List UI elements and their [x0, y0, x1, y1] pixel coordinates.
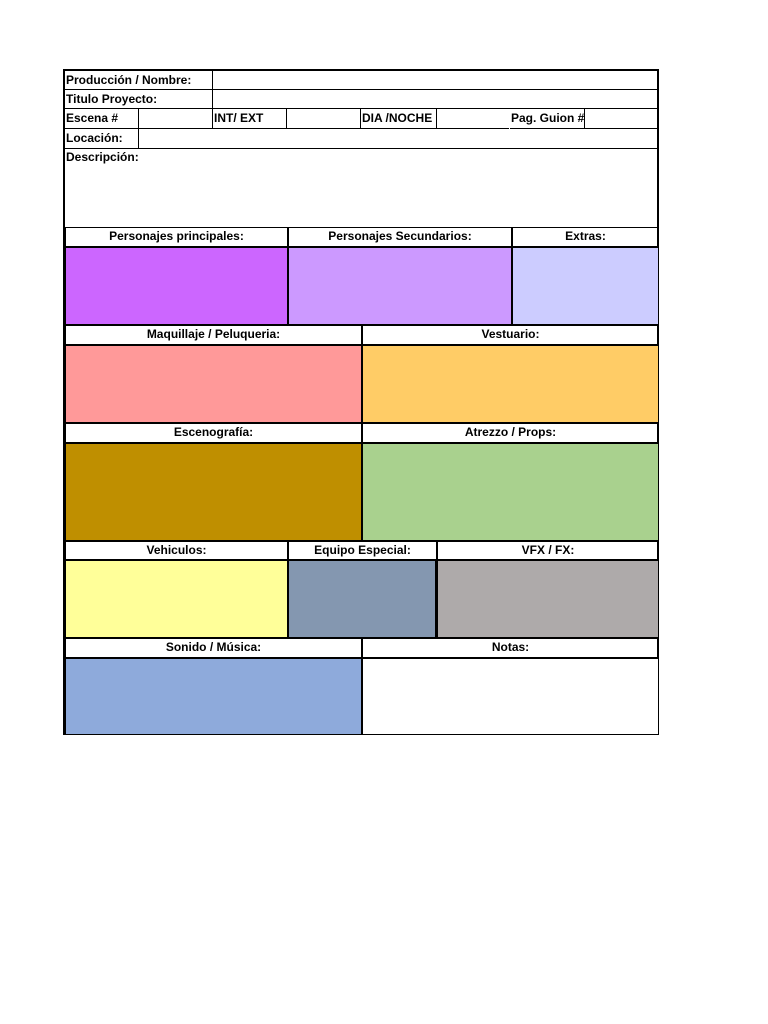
- vehiculos-header: Vehiculos:: [65, 541, 288, 560]
- int-ext-label: INT/ EXT: [213, 109, 287, 129]
- personajes-secundarios-header: Personajes Secundarios:: [288, 227, 512, 247]
- extras-box[interactable]: [512, 247, 659, 325]
- escena-field[interactable]: [139, 109, 213, 129]
- escena-label: Escena #: [65, 109, 139, 129]
- produccion-field[interactable]: [213, 71, 659, 90]
- maquillaje-box[interactable]: [65, 345, 362, 423]
- personajes-secundarios-box[interactable]: [288, 247, 512, 325]
- locacion-label: Locación:: [65, 129, 139, 149]
- vfx-box[interactable]: [437, 560, 659, 638]
- descripcion-field[interactable]: [65, 166, 659, 227]
- descripcion-label: Descripción:: [66, 150, 139, 164]
- vestuario-box[interactable]: [362, 345, 659, 423]
- atrezzo-header: Atrezzo / Props:: [362, 423, 659, 443]
- equipo-especial-header: Equipo Especial:: [288, 541, 437, 560]
- breakdown-sheet: [63, 69, 659, 735]
- sonido-box[interactable]: [65, 658, 362, 735]
- equipo-especial-box[interactable]: [288, 560, 437, 638]
- int-ext-field[interactable]: [287, 109, 361, 129]
- atrezzo-box[interactable]: [362, 443, 659, 541]
- maquillaje-header: Maquillaje / Peluqueria:: [65, 325, 362, 345]
- escenografia-box[interactable]: [65, 443, 362, 541]
- extras-header: Extras:: [512, 227, 659, 247]
- produccion-label: Producción / Nombre:: [65, 71, 213, 90]
- locacion-field[interactable]: [139, 129, 659, 149]
- escenografia-header: Escenografía:: [65, 423, 362, 443]
- pag-guion-label: Pag. Guion #: [510, 109, 585, 129]
- vestuario-header: Vestuario:: [362, 325, 659, 345]
- sonido-header: Sonido / Música:: [65, 638, 362, 658]
- dia-noche-label: DIA /NOCHE: [361, 109, 437, 129]
- titulo-label: Titulo Proyecto:: [65, 90, 213, 109]
- vehiculos-box[interactable]: [65, 560, 288, 638]
- notas-box[interactable]: [362, 658, 659, 735]
- titulo-field[interactable]: [213, 90, 659, 109]
- notas-header: Notas:: [362, 638, 659, 658]
- dia-noche-field[interactable]: [437, 109, 509, 129]
- pag-guion-field[interactable]: [585, 109, 659, 129]
- personajes-principales-header: Personajes principales:: [65, 227, 288, 247]
- vfx-header: VFX / FX:: [437, 541, 659, 560]
- personajes-principales-box[interactable]: [65, 247, 288, 325]
